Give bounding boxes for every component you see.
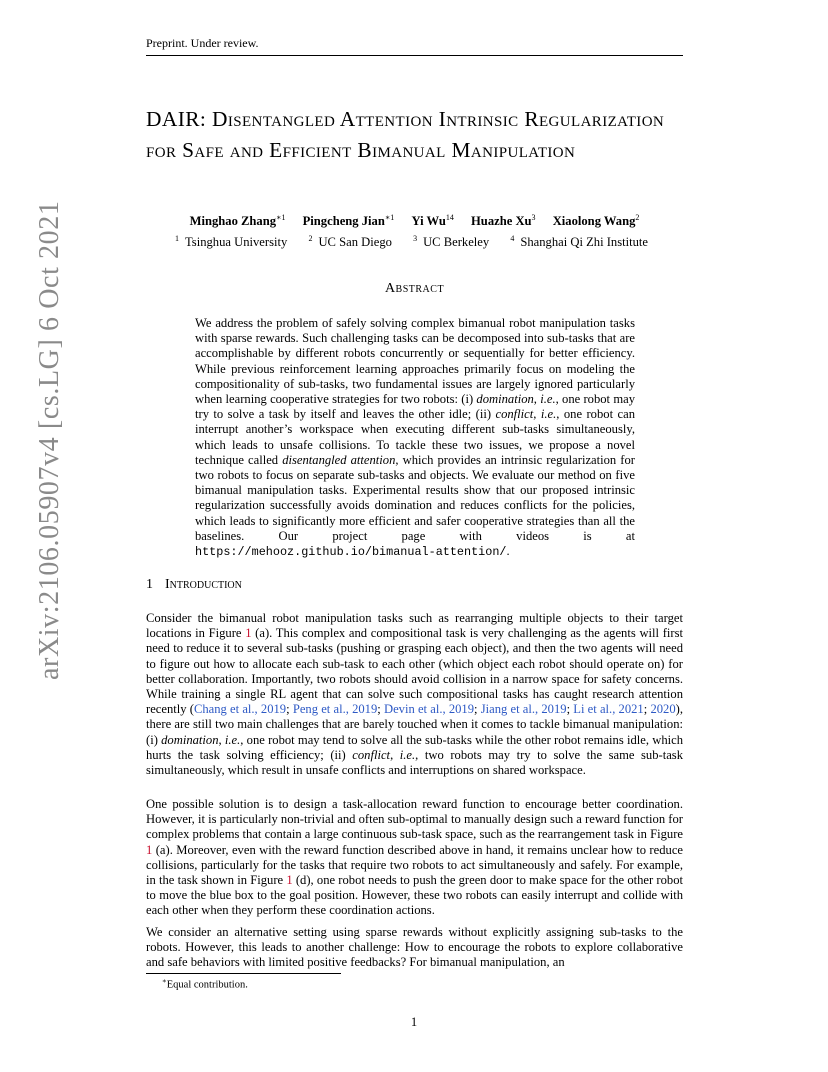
page-number: 1 xyxy=(410,1015,418,1029)
arxiv-side-stamp: arXiv:2106.05907v4 [cs.LG] 6 Oct 2021 xyxy=(34,200,65,680)
author: Minghao Zhang$^{∗1}$ xyxy=(189,213,286,229)
running-header: Preprint. Under review. xyxy=(146,36,683,56)
abstract-body: We address the problem of safely solving complex bimanual robot manipulation tasks with sparse rewards. Such challenging tasks can be decomposed into sub-tasks that are accomplishable by different robots concurrently or sequentially for better efficiency. While previous reinforcement learning approaches primarily focus on modeling the compositionality of sub-tasks, two fundamental issues are largely ignored particularly when learning cooperative strategies for two robots: (i) domination, i.e., one robot may try to solve a task by itself and leaves the other idle; (ii) conflict, i.e., one robot can interrupt another’s workspace when executing different sub-tasks simultaneously, which leads to unsafe collisions. To tackle these two issues, we propose a novel technique called disentangled attention, which provides an intrinsic regularization for two robots to focus on separate sub-tasks and objects. We evaluate our method on five bimanual manipulation tasks. Experimental results show that our proposed intrinsic regularization successfully avoids domination and reduces conflicts for the policies, which leads to significantly more efficient and safer cooperative strategies than all the baselines. Our project page with videos is at https://mehooz.github.io/bimanual-attention/. xyxy=(195,316,636,560)
abstract-heading: Abstract xyxy=(384,281,445,296)
author-names xyxy=(146,209,683,230)
citation-link[interactable]: Li et al., 2021 xyxy=(573,702,644,717)
figure-ref-link[interactable]: 1 xyxy=(245,626,252,641)
project-url-link[interactable]: https://mehooz.github.io/bimanual-attention/ xyxy=(195,545,507,560)
citation-link[interactable]: Jiang et al., 2019 xyxy=(480,702,567,717)
affiliation: $^4$ Shanghai Qi Zhi Institute xyxy=(510,234,649,250)
intro-paragraph-1: Consider the bimanual robot manipulation tasks such as rearranging multiple objects to their target locations in Figure 1 (a). This complex and compositional task is very challenging as the agents will first need to reduce it to several sub-tasks (pushing or grasping each object), and then the two agents will need to figure out how to allocate each sub-task to each other (which object each robot should operate on) for better collaboration. Importantly, two robots should avoid collision in a narrow space for safety concerns. While training a single RL agent that can solve such compositional tasks has caught research attention recently (Chang et al., 2019; Peng et al., 2019; Devin et al., 2019; Jiang et al., 2019; Li et al., 2021; 2020), there are still two main challenges that are barely touched when it comes to tackle bimanual manipulation: (i) domination, i.e., one robot may tend to solve all the sub-tasks while the other robot remains idle, which hurts the task solving efficiency; (ii) conflict, i.e., two robots may try to solve the same sub-task simultaneously, which result in unsafe conflicts and interruptions on shared workspace. xyxy=(146,611,684,778)
intro-paragraph-3: We consider an alternative setting using sparse rewards without explicitly assigning sub-tasks to the robots. However, this leads to another challenge: How to encourage the robots to explore collaborative and safe behaviors with limited positive feedbacks? For bimanual manipulation, an xyxy=(146,925,683,970)
section-heading: 1 Introduction xyxy=(146,577,242,592)
paper-title: DAIR: Disentangled Attention Intrinsic Regularization for Safe and Efficient Bimanual Manipulation xyxy=(146,107,665,162)
citation-link[interactable]: 2020 xyxy=(650,702,676,717)
footnote: ∗Equal contribution. xyxy=(162,977,248,991)
author-block xyxy=(146,209,683,251)
affiliations xyxy=(146,230,683,251)
citation-link[interactable]: Peng et al., 2019 xyxy=(292,702,378,717)
figure-ref-link[interactable]: 1 xyxy=(146,842,153,857)
affiliation: $^1$ Tsinghua University xyxy=(174,234,288,250)
citation-link[interactable]: Chang et al., 2019 xyxy=(193,702,287,717)
author: Pingcheng Jian$^{∗1}$ xyxy=(302,213,395,229)
affiliation: $^2$ UC San Diego xyxy=(308,234,392,250)
author: Xiaolong Wang$^2$ xyxy=(552,213,640,229)
footnote-rule xyxy=(146,973,341,974)
affiliation: $^3$ UC Berkeley xyxy=(413,234,490,250)
intro-paragraph-2: One possible solution is to design a task-allocation reward function to encourage better coordination. However, it is particularly non-trivial and often sub-optimal to manually design such a reward function for complex problems that contain a large continuous sub-task space, such as the rearrangement task in Figure 1 (a). Moreover, even with the reward function described above in hand, it remains unclear how to reduce collisions, particularly for the tasks that require two robots to act simultaneously and safely. For example, in the task shown in Figure 1 (d), one robot needs to push the green door to make space for the other robot to move the blue box to the goal position. However, these two robots can easily interrupt and collide with each other when they perform these coordination actions. xyxy=(146,797,683,918)
citation-link[interactable]: Devin et al., 2019 xyxy=(383,702,475,717)
author: Huazhe Xu$^3$ xyxy=(471,213,536,229)
figure-ref-link[interactable]: 1 xyxy=(286,873,293,888)
author: Yi Wu$^{14}$ xyxy=(411,213,454,229)
